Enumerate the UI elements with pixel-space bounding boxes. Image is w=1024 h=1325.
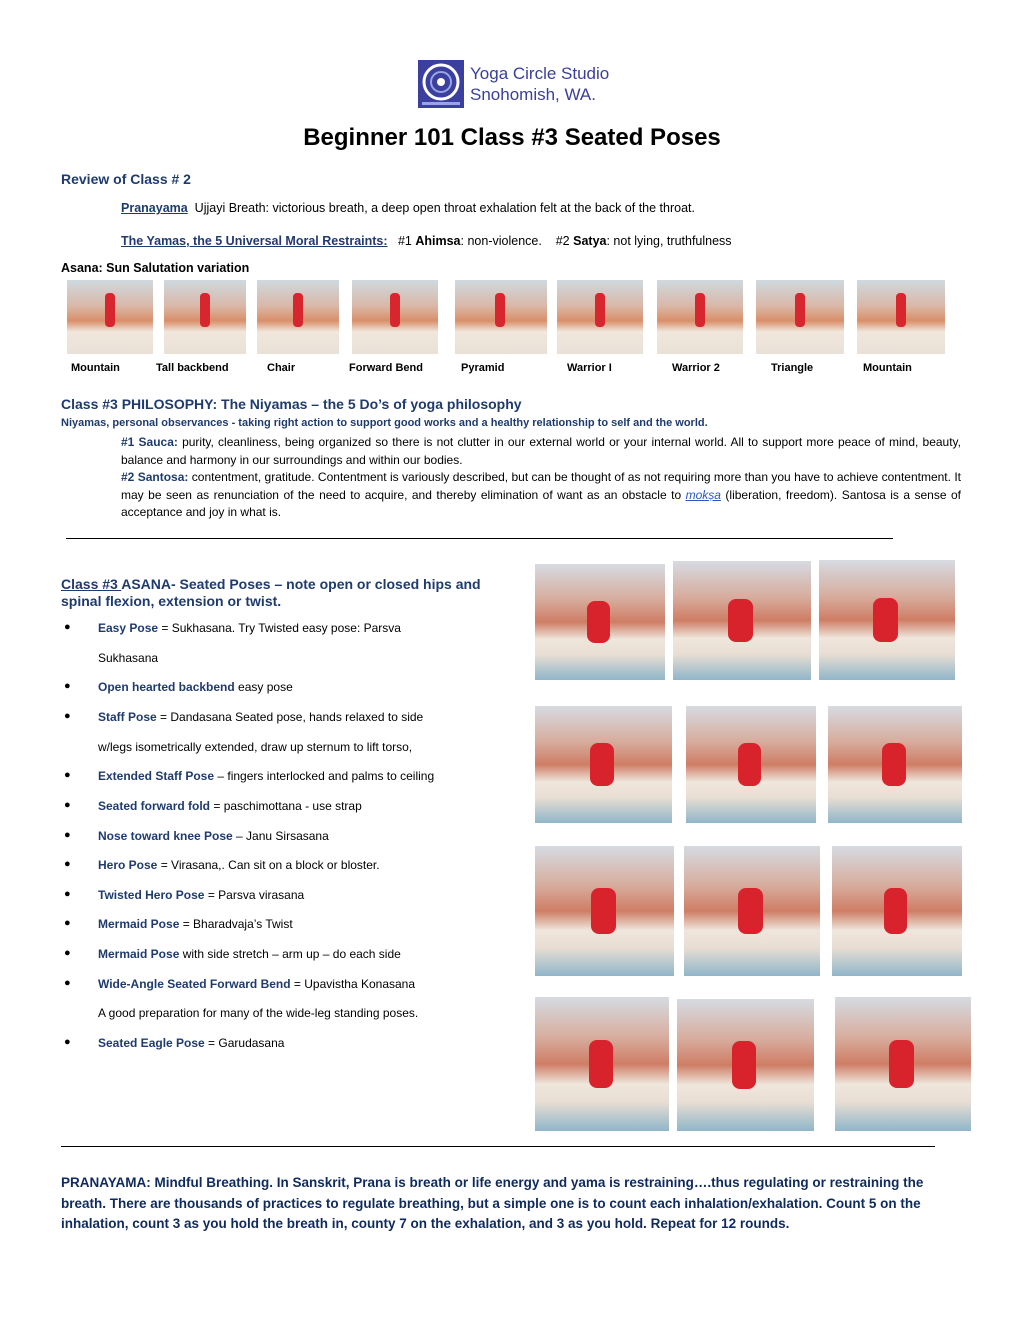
bullet: ● xyxy=(64,769,71,781)
item-bold: Nose toward knee Pose xyxy=(98,829,233,843)
item-text: – Janu Sirsasana xyxy=(232,829,329,843)
asana-heading-text: ASANA- Seated Poses – note open or closed hips and spinal flexion, extension or twist. xyxy=(61,576,481,609)
yama2-name: Satya xyxy=(573,234,607,248)
list-item xyxy=(98,651,158,665)
item-text: A good preparation for many of the wide-leg standing poses. xyxy=(98,1006,419,1020)
pose-label-pyramid: Pyramid xyxy=(461,362,505,374)
photo-tall-backbend xyxy=(164,280,246,354)
bullet: ● xyxy=(64,977,71,989)
item-bold: Extended Staff Pose xyxy=(98,769,215,783)
bullet: ● xyxy=(64,917,71,929)
page-title: Beginner 101 Class #3 Seated Poses xyxy=(303,124,721,151)
photo-easy-pose xyxy=(535,564,665,680)
yama1-num: #1 xyxy=(397,234,412,248)
list-item xyxy=(98,710,423,724)
item-text: = Garudasana xyxy=(204,1036,285,1050)
photo-seated-eagle-pose xyxy=(835,997,971,1131)
review-heading: Review of Class # 2 xyxy=(61,171,191,187)
photo-twisted-hero-pose xyxy=(684,846,820,976)
pranayama-mindful-breathing: PRANAYAMA: Mindful Breathing. In Sanskrit, Prana is breath or life energy and yama is restraining….thus regulating or restraining the breath. There are thousands of practices to regulate breathing, but a simple one is to count each inhalation/exhalation. Count 5 on the inhalation, count 3 as you hold the breath in, county 7 on the exhalation, and 3 as you hold. Repeat for 12 rounds. xyxy=(61,1175,924,1231)
item-bold: Easy Pose xyxy=(98,621,159,635)
item-bold: Mermaid Pose xyxy=(98,917,180,931)
photo-triangle xyxy=(756,280,844,354)
item-text: = Bharadvaja’s Twist xyxy=(179,917,293,931)
photo-pyramid xyxy=(455,280,547,354)
pose-label-tall-backbend: Tall backbend xyxy=(156,362,229,374)
item-text: w/legs isometrically extended, draw up sternum to lift torso, xyxy=(98,740,413,754)
review-pranayama xyxy=(121,201,695,215)
pose-label-warrior-2: Warrior 2 xyxy=(672,362,720,374)
pose-label-warrior-1: Warrior I xyxy=(567,362,612,374)
list-item xyxy=(98,858,380,872)
pose-label-mountain: Mountain xyxy=(71,362,120,374)
pranayama-text: Ujjayi Breath: victorious breath, a deep open throat exhalation felt at the back of the throat. xyxy=(194,201,695,215)
list-item xyxy=(98,947,401,961)
item-text: – fingers interlocked and palms to ceiling xyxy=(214,769,435,783)
item-text: = Virasana,. Can sit on a block or bloster. xyxy=(157,858,380,872)
sauca-label: #1 Sauca: xyxy=(121,435,178,449)
bullet: ● xyxy=(64,1036,71,1048)
list-item xyxy=(98,888,304,902)
list-item xyxy=(98,799,362,813)
item-text: = Dandasana Seated pose, hands relaxed to side xyxy=(156,710,424,724)
list-item xyxy=(98,977,415,991)
studio-logo xyxy=(418,60,618,108)
santosa-text: contentment, gratitude. Contentment is variously described, but can be thought of as not requiring more than you have to achieve contentment. It may be seen as renunciation of the need to acquire, and thereby elimination of want as an obstacle to xyxy=(121,470,962,502)
list-item xyxy=(98,1006,418,1020)
item-text: Sukhasana xyxy=(98,651,159,665)
studio-location: Snohomish, WA. xyxy=(470,85,596,104)
santosa-label: #2 Santosa: xyxy=(121,470,189,484)
photo-chair xyxy=(257,280,339,354)
item-bold: Wide-Angle Seated Forward Bend xyxy=(98,977,291,991)
yama1-name: Ahimsa xyxy=(415,234,461,248)
section-divider xyxy=(66,538,893,539)
photo-mermaid-pose xyxy=(832,846,962,976)
bullet: ● xyxy=(64,947,71,959)
photo-wide-angle-forward-bend xyxy=(677,999,814,1131)
list-item xyxy=(98,1036,284,1050)
item-text: = Parsva virasana xyxy=(204,888,305,902)
photo-staff-pose xyxy=(819,560,955,680)
item-text: easy pose xyxy=(234,680,293,694)
bullet: ● xyxy=(64,888,71,900)
philosophy-heading: Class #3 PHILOSOPHY: The Niyamas – the 5 Do’s of yoga philosophy xyxy=(61,396,522,412)
item-bold: Mermaid Pose xyxy=(98,947,180,961)
item-bold: Open hearted backbend xyxy=(98,680,235,694)
yama1-def: : non-violence. xyxy=(460,234,542,248)
bullet: ● xyxy=(64,829,71,841)
photo-extended-staff-pose xyxy=(535,706,672,823)
yama2-def: : not lying, truthfulness xyxy=(606,234,732,248)
item-bold: Hero Pose xyxy=(98,858,158,872)
santosa-paragraph xyxy=(121,469,961,522)
item-text: with side stretch – arm up – do each side xyxy=(179,947,401,961)
photo-forward-bend xyxy=(352,280,438,354)
review-yamas xyxy=(121,234,732,248)
item-bold: Staff Pose xyxy=(98,710,157,724)
moksa-link[interactable]: mokṣa xyxy=(685,487,721,502)
pose-label-triangle: Triangle xyxy=(771,362,814,374)
pose-label-mountain-end: Mountain xyxy=(863,362,912,374)
studio-name: Yoga Circle Studio xyxy=(470,64,610,83)
list-item xyxy=(98,680,293,694)
santosa-text-2: (liberation, freedom). Santosa is a sense of acceptance and joy in what is. xyxy=(121,487,962,519)
list-item xyxy=(98,917,293,931)
sun-salutation-heading: Asana: Sun Salutation variation xyxy=(61,261,250,275)
item-text: = Upavistha Konasana xyxy=(290,977,416,991)
niyamas-subheading: Niyamas, personal observances - taking right action to support good works and a healthy relationship to self and the world. xyxy=(61,417,708,429)
item-bold: Twisted Hero Pose xyxy=(98,888,205,902)
bullet: ● xyxy=(64,710,71,722)
yamas-label: The Yamas, the 5 Universal Moral Restraints: xyxy=(121,234,388,248)
pose-label-chair: Chair xyxy=(267,362,296,374)
photo-warrior-2 xyxy=(657,280,743,354)
list-item xyxy=(98,740,412,754)
bullet: ● xyxy=(64,858,71,870)
list-item xyxy=(98,829,329,843)
photo-mountain xyxy=(67,280,153,354)
asana-heading-prefix: Class #3 xyxy=(61,576,122,592)
section-divider-2 xyxy=(61,1146,935,1147)
item-text: = Sukhasana. Try Twisted easy pose: Parsva xyxy=(158,621,401,635)
photo-janu-sirsasana xyxy=(828,706,962,823)
item-text: = paschimottana - use strap xyxy=(210,799,362,813)
pose-label-forward-bend: Forward Bend xyxy=(349,362,423,374)
sauca-paragraph xyxy=(121,434,961,469)
list-item xyxy=(98,769,434,783)
photo-warrior-1 xyxy=(557,280,643,354)
bullet: ● xyxy=(64,799,71,811)
bullet: ● xyxy=(64,680,71,692)
sauca-text: purity, cleanliness, being organized so there is not clutter in our external world or your internal world. All to support more peace of mind, beauty, balance and harmony in our surroundings and within our bodies. xyxy=(121,435,961,467)
photo-mermaid-side-stretch xyxy=(535,997,669,1131)
item-bold: Seated forward fold xyxy=(98,799,211,813)
photo-mountain-end xyxy=(857,280,945,354)
item-bold: Seated Eagle Pose xyxy=(98,1036,205,1050)
list-item xyxy=(98,621,401,635)
photo-hero-pose xyxy=(535,846,674,976)
photo-open-hearted-backbend xyxy=(673,561,811,680)
asana-heading xyxy=(61,576,491,610)
yoga-circle-logo-icon xyxy=(418,60,464,108)
bullet: ● xyxy=(64,621,71,633)
pranayama-label: Pranayama xyxy=(121,201,188,215)
photo-seated-forward-fold xyxy=(686,706,816,823)
yama2-num: #2 xyxy=(555,234,570,248)
